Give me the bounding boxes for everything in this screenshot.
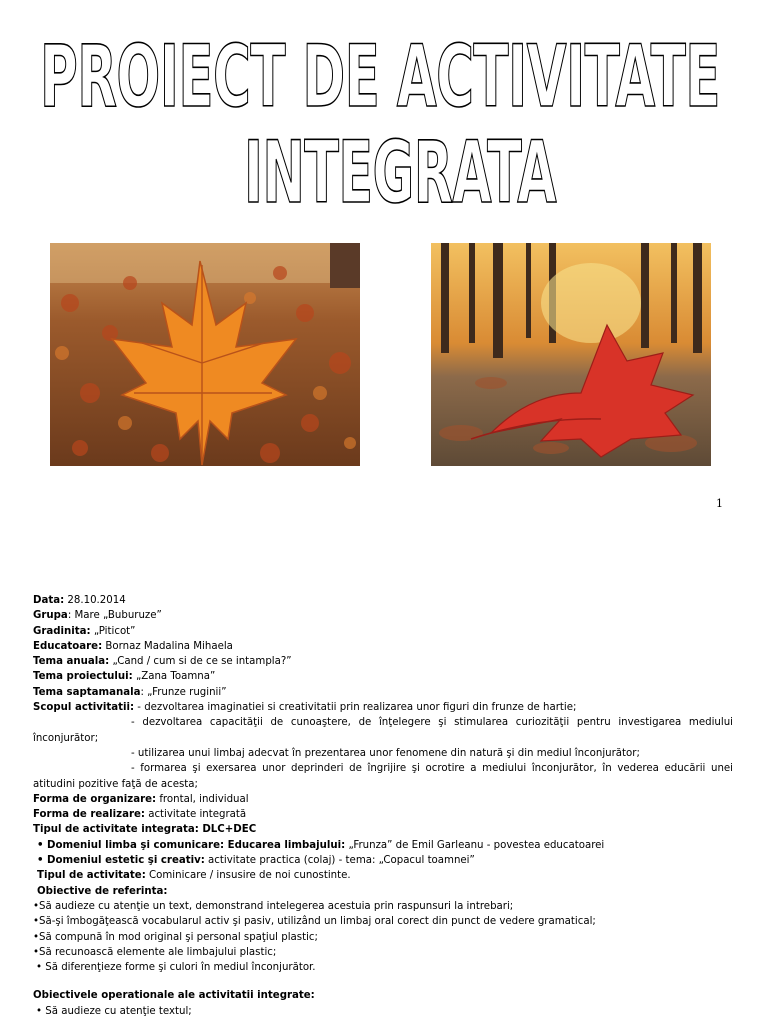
realization-value: activitate integrată xyxy=(144,809,247,821)
lesson-plan-body xyxy=(33,593,733,1019)
activity-type-line xyxy=(33,822,733,837)
title-line-2: INTEGRATA xyxy=(244,123,557,223)
purpose-item-4b: atitudini pozitive faţă de acesta; xyxy=(33,778,198,790)
annual-theme-label: Tema anuala: xyxy=(33,656,110,668)
reference-objective-4: •Să recunoască elemente ale limbajului plastic; xyxy=(33,946,277,958)
domain-language-value: „Frunza” de Emil Garleanu - povestea educatoarei xyxy=(345,839,605,851)
purpose-item-2a: - dezvoltarea capacităţii de cunoaştere, de înţelegere şi stimularea curiozităţii pentru investigarea mediului xyxy=(131,717,733,729)
reference-objectives-heading: Obiective de referinta: xyxy=(37,885,168,897)
reference-objective-1: •Să audieze cu atenţie un text, demonstrand intelegerea acestuia prin raspunsuri la intrebari; xyxy=(33,900,514,912)
group-label: Grupa xyxy=(33,610,68,622)
date-label: Data: xyxy=(33,595,65,606)
project-theme-label: Tema proiectului: xyxy=(33,671,133,683)
organization-line xyxy=(33,792,733,807)
kindergarten-value: „Piticot” xyxy=(90,625,136,637)
red-leaf-photo xyxy=(431,243,711,466)
operational-objective-1: • Să audieze cu atenţie textul; xyxy=(36,1005,192,1017)
purpose-item-3: - utilizarea unui limbaj adecvat în prezentarea unor fenomene din natură şi din mediul înconjurător; xyxy=(131,747,640,759)
project-theme-line xyxy=(33,669,733,684)
kindergarten-label: Gradinita: xyxy=(33,625,91,637)
domain-language-line xyxy=(33,838,733,853)
purpose-line-1 xyxy=(33,700,733,715)
teacher-line xyxy=(33,639,733,654)
domain-art-label: • Domeniul estetic şi creativ: xyxy=(37,855,205,867)
group-line xyxy=(33,608,733,623)
type-label: Tipul de activitate: xyxy=(37,870,146,882)
annual-theme-line xyxy=(33,654,733,669)
kindergarten-line xyxy=(33,624,733,639)
activity-type-label: Tipul de activitate integrata: xyxy=(33,824,199,836)
annual-theme-value: „Cand / cum si de ce se intampla?” xyxy=(109,656,292,668)
purpose-item-4a: - formarea şi exersarea unor deprinderi de îngrijire şi ocrotire a mediului înconjurător, în vederea educării unei xyxy=(131,763,733,775)
purpose-label: Scopul activitatii: xyxy=(33,702,135,714)
date-value: 28.10.2014 xyxy=(64,595,126,606)
page-number: 1 xyxy=(716,497,723,510)
operational-objectives-heading: Obiectivele operationale ale activitatii integrate: xyxy=(33,990,315,1002)
realization-label: Forma de realizare: xyxy=(33,809,145,821)
weekly-theme-label: Tema saptamanala xyxy=(33,686,141,698)
reference-objective-5: • Să diferenţieze forme şi culori în mediul înconjurător. xyxy=(36,962,316,974)
title-line-1: PROIECT DE ACTIVITATE xyxy=(40,27,720,127)
reference-objective-3: •Să compună în mod original şi personal spaţiul plastic; xyxy=(33,931,318,943)
activity-type-value: DLC+DEC xyxy=(198,824,257,836)
date-line xyxy=(33,593,733,608)
domain-language-label: • Domeniul limba şi comunicare: Educarea limbajului: xyxy=(37,839,346,851)
purpose-item-1: - dezvoltarea imaginatiei si creativitatii prin realizarea unor figuri din frunze de hartie; xyxy=(134,702,577,714)
maple-leaf-photo xyxy=(50,243,360,466)
reference-objective-2: •Să-şi îmbogăţească vocabularul activ şi pasiv, utilizând un limbaj oral corect din punct de vedere gramatical; xyxy=(33,916,596,928)
type-value: Cominicare / insusire de noi cunostinte. xyxy=(145,870,351,882)
group-value: : Mare „Buburuze” xyxy=(67,610,162,622)
organization-label: Forma de organizare: xyxy=(33,793,157,805)
section-gap xyxy=(33,975,733,988)
teacher-label: Educatoare: xyxy=(33,640,103,652)
type-line xyxy=(33,868,733,883)
organization-value: frontal, individual xyxy=(156,793,249,805)
domain-art-value: activitate practica (colaj) - tema: „Copacul toamnei” xyxy=(204,855,475,867)
weekly-theme-line xyxy=(33,685,733,700)
project-theme-value: „Zana Toamna” xyxy=(132,671,216,683)
domain-art-line xyxy=(33,853,733,868)
weekly-theme-value: : „Frunze ruginii” xyxy=(140,686,227,698)
purpose-item-2b: înconjurător; xyxy=(33,732,99,744)
realization-line xyxy=(33,807,733,822)
document-title xyxy=(0,0,768,230)
teacher-value: Bornaz Madalina Mihaela xyxy=(102,640,233,652)
